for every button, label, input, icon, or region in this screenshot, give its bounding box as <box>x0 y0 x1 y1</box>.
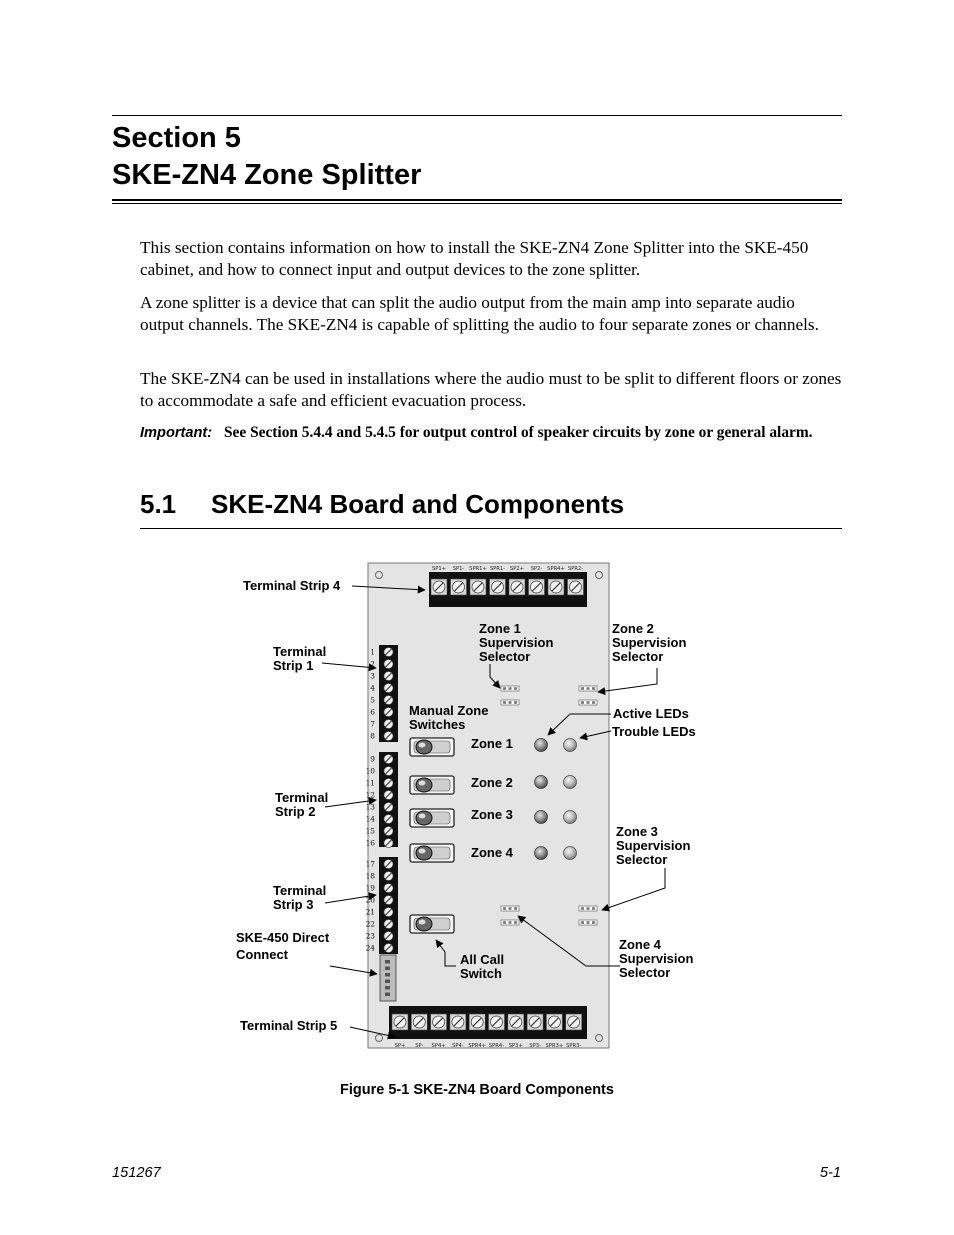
connector-pin <box>385 986 390 990</box>
terminal-number: 2 <box>370 659 375 669</box>
terminal-label: SPR3- <box>566 1043 582 1049</box>
label-zone1: Zone 1 <box>471 736 513 751</box>
terminal-label: SP4- <box>452 1043 464 1049</box>
connector-pin <box>385 960 390 964</box>
trouble-led-icon <box>564 847 577 860</box>
active-led-icon <box>535 739 548 752</box>
jumper-pin <box>592 701 595 704</box>
active-led-icon <box>535 811 548 824</box>
jumper-pin <box>503 701 506 704</box>
label-zone2-selector: Zone 2 Supervision Selector <box>612 621 687 664</box>
jumper-pin <box>581 907 584 910</box>
terminal-number: 12 <box>365 790 375 800</box>
section-name: SKE-ZN4 Zone Splitter <box>112 159 422 191</box>
label-zone1-selector: Zone 1 Supervision Selector <box>479 621 554 664</box>
jumper-pin <box>514 907 517 910</box>
jumper-pin <box>592 907 595 910</box>
label-terminal-strip-3: Terminal Strip 3 <box>273 883 327 912</box>
jumper-pin <box>581 701 584 704</box>
terminal-label: SPR4- <box>488 1043 505 1049</box>
jumper-pin <box>587 921 590 924</box>
jumper-pin <box>509 921 512 924</box>
subsection-title: SKE-ZN4 Board and Components <box>211 489 625 519</box>
label-active-leds: Active LEDs <box>613 706 689 721</box>
active-led-icon <box>535 847 548 860</box>
usage-paragraph: The SKE-ZN4 can be used in installations where the audio must to be split to different floors or zones to accommodate a safe and efficient evacuation process. <box>140 369 842 410</box>
jumper-pin <box>592 687 595 690</box>
jumper-pin <box>581 921 584 924</box>
jumper-pin <box>581 687 584 690</box>
label-manual-zone-switches: Manual Zone Switches <box>409 703 489 732</box>
jumper-pin <box>587 687 590 690</box>
label-ske450-direct: SKE-450 Direct <box>236 930 330 945</box>
terminal-number: 3 <box>370 671 375 681</box>
subsection-number: 5.1 <box>140 489 177 519</box>
label-zone3-selector: Zone 3 Supervision Selector <box>616 824 691 867</box>
terminal-label: SP2+ <box>509 566 525 572</box>
terminal-number: 8 <box>370 731 375 741</box>
important-label: Important: <box>140 425 213 441</box>
terminal-number: 13 <box>365 802 375 812</box>
terminal-number: 16 <box>365 838 375 848</box>
jumper-pin <box>587 701 590 704</box>
jumper-pin <box>587 907 590 910</box>
terminal-number: 10 <box>365 766 375 776</box>
jumper-pin <box>514 701 517 704</box>
connector-pin <box>385 993 390 997</box>
terminal-label: SP1+ <box>431 566 447 572</box>
zone-splitter-paragraph: A zone splitter is a device that can split the audio output from the main amp into separate audio output channels. The SKE-ZN4 is capable of splitting the audio to four separate zones or channels. <box>140 293 819 334</box>
intro-paragraph: This section contains information on how to install the SKE-ZN4 Zone Splitter into the SKE-450 cabinet, and how to connect input and output devices to the zone splitter. <box>140 238 809 279</box>
label-zone4: Zone 4 <box>471 845 513 860</box>
terminal-number: 5 <box>370 695 375 705</box>
label-ske450-connect: Connect <box>236 947 288 962</box>
jumper-pin <box>509 687 512 690</box>
terminal-number: 21 <box>365 907 375 917</box>
terminal-number: 22 <box>365 919 375 929</box>
switch-highlight <box>419 781 426 786</box>
terminal-label: SP1- <box>452 566 465 572</box>
terminal-number: 19 <box>365 883 375 893</box>
switch-highlight <box>419 849 426 854</box>
terminal-label: SPR1+ <box>469 566 487 572</box>
jumper-pin <box>503 921 506 924</box>
jumper-pin <box>509 701 512 704</box>
jumper-pin <box>514 687 517 690</box>
terminal-strip-5 <box>389 1006 587 1049</box>
label-terminal-strip-4: Terminal Strip 4 <box>243 578 341 593</box>
terminal-number: 11 <box>365 778 375 788</box>
footer-doc-number: 151267 <box>112 1165 161 1181</box>
label-terminal-strip-2: Terminal Strip 2 <box>275 790 329 819</box>
trouble-led-icon <box>564 776 577 789</box>
switch-highlight <box>419 814 426 819</box>
label-zone3: Zone 3 <box>471 807 513 822</box>
switch-highlight <box>419 743 426 748</box>
footer-page-number: 5-1 <box>819 1165 841 1181</box>
section-number: Section 5 <box>112 122 241 154</box>
connector-pin <box>385 973 390 977</box>
label-zone4-selector: Zone 4 Supervision Selector <box>619 937 694 980</box>
terminal-number: 6 <box>370 707 375 717</box>
terminal-number: 9 <box>370 754 375 764</box>
jumper-pin <box>503 687 506 690</box>
switch-highlight <box>419 920 426 925</box>
terminal-number: 1 <box>370 647 375 657</box>
terminal-number: 18 <box>365 871 375 881</box>
terminal-label: SP3- <box>529 1043 541 1049</box>
terminal-number: 15 <box>365 826 375 836</box>
terminal-number: 24 <box>365 943 375 953</box>
terminal-label: SP4+ <box>431 1043 446 1049</box>
trouble-led-icon <box>564 811 577 824</box>
terminal-label: SP2- <box>530 566 543 572</box>
terminal-label: SPR1- <box>489 566 506 572</box>
label-all-call-switch: All Call Switch <box>460 952 505 981</box>
jumper-pin <box>592 921 595 924</box>
jumper-pin <box>503 907 506 910</box>
label-terminal-strip-5: Terminal Strip 5 <box>240 1018 338 1033</box>
terminal-strip-4 <box>429 566 587 607</box>
terminal-label: SPR4+ <box>547 566 565 572</box>
terminal-number: 4 <box>370 683 375 693</box>
terminal-number: 17 <box>365 859 375 869</box>
arrow-zone3-selector <box>602 868 665 910</box>
terminal-number: 7 <box>370 719 375 729</box>
terminal-label: SPR3+ <box>545 1043 564 1049</box>
terminal-label: SP- <box>415 1043 424 1049</box>
connector-pin <box>385 967 390 971</box>
label-terminal-strip-1: Terminal Strip 1 <box>273 644 327 673</box>
terminal-label: SP+ <box>394 1043 406 1049</box>
terminal-label: SPR4+ <box>468 1043 487 1049</box>
jumper-pin <box>514 921 517 924</box>
figure-caption: Figure 5-1 SKE-ZN4 Board Components <box>340 1082 614 1098</box>
active-led-icon <box>535 776 548 789</box>
label-zone2: Zone 2 <box>471 775 513 790</box>
terminal-number: 23 <box>365 931 375 941</box>
terminal-number: 14 <box>365 814 375 824</box>
important-text: See Section 5.4.4 and 5.4.5 for output control of speaker circuits by zone or general alarm. <box>224 424 813 441</box>
terminal-number: 20 <box>365 895 375 905</box>
connector-pin <box>385 980 390 984</box>
jumper-pin <box>509 907 512 910</box>
trouble-led-icon <box>564 739 577 752</box>
terminal-label: SP3+ <box>508 1043 523 1049</box>
label-trouble-leds: Trouble LEDs <box>612 724 696 739</box>
terminal-label: SPR2- <box>567 566 584 572</box>
